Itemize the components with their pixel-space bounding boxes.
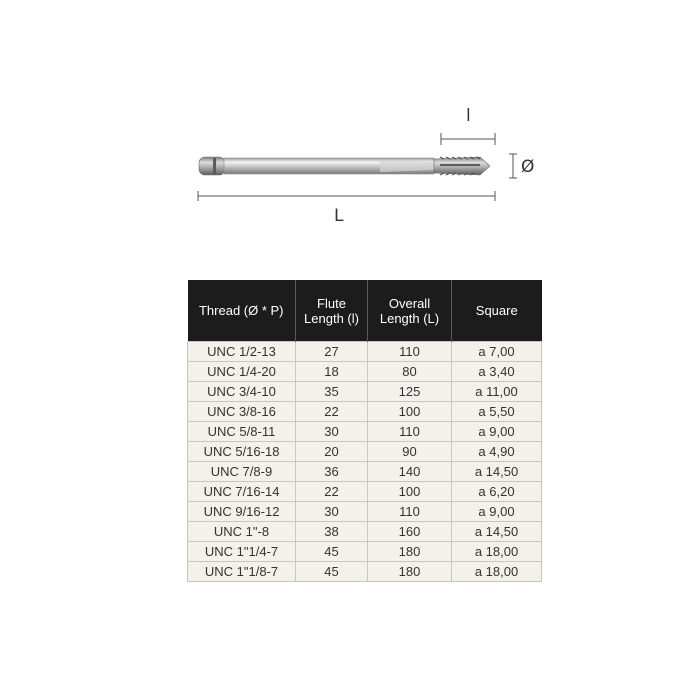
square-cell: a 18,00 xyxy=(452,542,542,562)
tap-drawing xyxy=(0,0,700,240)
table-row xyxy=(188,442,542,462)
table-row xyxy=(188,562,542,582)
flute-length-cell: 27 xyxy=(296,342,368,362)
overall-length-cell: 80 xyxy=(368,362,452,382)
flute-length-cell: 36 xyxy=(296,462,368,482)
table-row xyxy=(188,362,542,382)
flute-length-cell: 30 xyxy=(296,502,368,522)
square-cell: a 4,90 xyxy=(452,442,542,462)
flute-length-cell: 22 xyxy=(296,482,368,502)
header-overall-line1: Overall xyxy=(388,295,431,311)
header-square xyxy=(452,280,542,342)
overall-length-cell: 110 xyxy=(368,502,452,522)
flute-length-cell: 22 xyxy=(296,402,368,422)
table-row xyxy=(188,342,542,362)
thread-cell: UNC 1"1/4-7 xyxy=(188,542,296,562)
overall-length-cell: 110 xyxy=(368,422,452,442)
tap-square-end xyxy=(199,157,225,175)
overall-length-cell: 110 xyxy=(368,342,452,362)
square-cell: a 9,00 xyxy=(452,422,542,442)
header-square-text: Square xyxy=(475,303,518,318)
header-row xyxy=(188,280,542,342)
thread-cell: UNC 1/4-20 xyxy=(188,362,296,382)
square-cell: a 18,00 xyxy=(452,562,542,582)
spec-table-body xyxy=(188,342,542,582)
flute-length-cell: 38 xyxy=(296,522,368,542)
thread-cell: UNC 3/8-16 xyxy=(188,402,296,422)
flute-length-dimension xyxy=(441,133,495,145)
overall-length-dimension xyxy=(198,191,495,201)
header-flute-line2: Length (l) xyxy=(304,310,359,326)
diameter-label: Ø xyxy=(521,157,535,177)
square-cell: a 14,50 xyxy=(452,462,542,482)
flute-length-cell: 45 xyxy=(296,542,368,562)
square-cell: a 11,00 xyxy=(452,382,542,402)
thread-cell: UNC 3/4-10 xyxy=(188,382,296,402)
overall-length-cell: 180 xyxy=(368,562,452,582)
overall-length-cell: 140 xyxy=(368,462,452,482)
tap-shank xyxy=(224,158,434,174)
thread-cell: UNC 1"1/8-7 xyxy=(188,562,296,582)
diameter-dimension xyxy=(509,154,517,178)
square-cell: a 14,50 xyxy=(452,522,542,542)
overall-length-cell: 125 xyxy=(368,382,452,402)
table-row xyxy=(188,522,542,542)
overall-length-cell: 90 xyxy=(368,442,452,462)
overall-length-cell: 160 xyxy=(368,522,452,542)
header-flute-length xyxy=(296,280,368,342)
table-row xyxy=(188,382,542,402)
header-thread xyxy=(188,280,296,342)
header-overall-length xyxy=(368,280,452,342)
table-row xyxy=(188,482,542,502)
header-thread-text: Thread (Ø * P) xyxy=(198,303,284,318)
thread-cell: UNC 7/8-9 xyxy=(188,462,296,482)
table-row xyxy=(188,542,542,562)
header-flute-line1: Flute xyxy=(317,295,346,311)
thread-cell: UNC 7/16-14 xyxy=(188,482,296,502)
thread-cell: UNC 5/8-11 xyxy=(188,422,296,442)
flute-length-cell: 20 xyxy=(296,442,368,462)
overall-length-label: L xyxy=(334,206,344,226)
thread-cell: UNC 1/2-13 xyxy=(188,342,296,362)
header-overall-line2: Length (L) xyxy=(379,310,440,326)
table-row xyxy=(188,502,542,522)
square-cell: a 5,50 xyxy=(452,402,542,422)
flute-length-cell: 18 xyxy=(296,362,368,382)
thread-cell: UNC 1"-8 xyxy=(188,522,296,542)
overall-length-cell: 100 xyxy=(368,482,452,502)
overall-length-cell: 180 xyxy=(368,542,452,562)
spec-table-header xyxy=(188,280,542,342)
table-row xyxy=(188,402,542,422)
tap-diagram xyxy=(0,0,700,240)
flute-length-cell: 30 xyxy=(296,422,368,442)
flute-length-label: l xyxy=(466,106,471,126)
flute-length-cell: 35 xyxy=(296,382,368,402)
square-cell: a 3,40 xyxy=(452,362,542,382)
thread-cell: UNC 5/16-18 xyxy=(188,442,296,462)
table-row xyxy=(188,422,542,442)
thread-cell: UNC 9/16-12 xyxy=(188,502,296,522)
square-cell: a 7,00 xyxy=(452,342,542,362)
square-cell: a 6,20 xyxy=(452,482,542,502)
flute-length-cell: 45 xyxy=(296,562,368,582)
overall-length-cell: 100 xyxy=(368,402,452,422)
square-cell: a 9,00 xyxy=(452,502,542,522)
spec-table xyxy=(187,280,542,582)
tap-thread xyxy=(434,157,490,175)
table-row xyxy=(188,462,542,482)
